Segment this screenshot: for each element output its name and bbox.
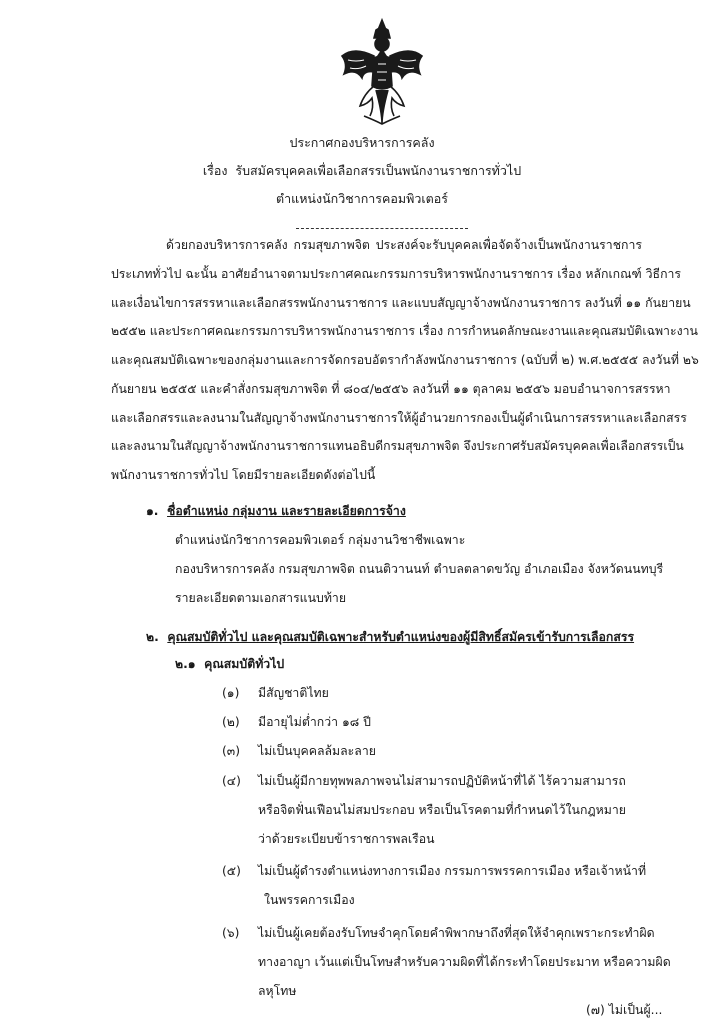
intro-line: ด้วยกองบริหารการคลัง กรมสุขภาพจิต ประสงค์จะรับบุคคลเพื่อจัดจ้างเป็นพนักงานราชการ	[166, 238, 642, 252]
announcement-title: ประกาศกองบริหารการคลัง	[289, 135, 435, 150]
intro-line: กันยายน ๒๕๕๕ และคำสั่งกรมสุขภาพจิต ที่ ๘๐๔/๒๕๕๖ ลงวันที่ ๑๑ ตุลาคม ๒๕๕๖ มอบอำนาจการสรรหา	[111, 382, 671, 396]
intro-line: ๒๕๕๒ และประกาศคณะกรรมการบริหารพนักงานราชการ เรื่อง การกำหนดลักษณะงานและคุณสมบัติเฉพาะงาน	[111, 324, 698, 338]
item-text: ในพรรคการเมือง	[264, 893, 355, 907]
garuda-emblem-icon	[334, 16, 430, 128]
section1-line: ตำแหน่งนักวิชาการคอมพิวเตอร์ กลุ่มงานวิชาชีพเฉพาะ	[175, 533, 466, 547]
intro-line: และคุณสมบัติเฉพาะของกลุ่มงานและการจัดกรอบอัตรากำลังพนักงานราชการ (ฉบับที่ ๒) พ.ศ.๒๕๕๕ ลงวันที่ ๒๖	[111, 353, 699, 367]
position-title: ตำแหน่งนักวิชาการคอมพิวเตอร์	[276, 191, 448, 206]
item-text: มีอายุไม่ต่ำกว่า ๑๘ ปี	[258, 715, 371, 729]
item-text: ทางอาญา เว้นแต่เป็นโทษสำหรับความผิดที่ได้กระทำโดยประมาท หรือความผิด	[258, 955, 671, 969]
item-number: (๓)	[222, 744, 241, 758]
subsection-title: คุณสมบัติทั่วไป	[204, 657, 285, 671]
item-text: หรือจิตฟั่นเฟือนไม่สมประกอบ หรือเป็นโรคตามที่กำหนดไว้ในกฎหมาย	[258, 803, 626, 817]
item-text: ไม่เป็นผู้เคยต้องรับโทษจำคุกโดยคำพิพากษาถึงที่สุดให้จำคุกเพราะกระทำผิด	[258, 926, 655, 940]
item-number: (๒)	[222, 715, 240, 729]
item-number: (๕)	[222, 864, 241, 878]
subject-label: เรื่อง	[202, 163, 228, 178]
item-text: มีสัญชาติไทย	[258, 686, 329, 700]
section2-title: คุณสมบัติทั่วไป และคุณสมบัติเฉพาะสำหรับตำแหน่งของผู้มีสิทธิ์สมัครเข้ารับการเลือกสรร	[167, 630, 635, 644]
subject-text: รับสมัครบุคคลเพื่อเลือกสรรเป็นพนักงานราชการทั่วไป	[235, 163, 522, 178]
subsection-heading	[175, 655, 284, 673]
intro-line: และเลือกสรรและลงนามในสัญญาจ้างพนักงานราชการให้ผู้อำนวยการกองเป็นผู้ดำเนินการสรรหาและเลือกสรร	[111, 411, 687, 425]
divider	[296, 228, 468, 229]
intro-line: และเงื่อนไขการสรรหาและเลือกสรรพนักงานราชการ และแบบสัญญาจ้างพนักงานราชการ ลงวันที่ ๑๑ กันยายน	[111, 296, 691, 310]
item-text: ว่าด้วยระเบียบข้าราชการพลเรือน	[258, 832, 435, 846]
section1-line: กองบริหารการคลัง กรมสุขภาพจิต ถนนติวานนท์ ตำบลตลาดขวัญ อำเภอเมือง จังหวัดนนทบุรี	[175, 562, 664, 576]
item-text: ไม่เป็นผู้ดำรงตำแหน่งทางการเมือง กรรมการพรรคการเมือง หรือเจ้าหน้าที่	[258, 864, 647, 878]
section1-number: ๑.	[146, 504, 159, 518]
section2-heading	[146, 628, 634, 646]
item-number: (๖)	[222, 926, 240, 940]
item-text: ไม่เป็นบุคคลล้มละลาย	[258, 744, 376, 758]
item-text: ลหุโทษ	[258, 984, 297, 998]
intro-line: และลงนามในสัญญาจ้างพนักงานราชการแทนอธิบดีกรมสุขภาพจิต จึงประกาศรับสมัครบุคคลเพื่อเลือกสรรเป็น	[111, 439, 684, 453]
section1-line: รายละเอียดตามเอกสารแนบท้าย	[175, 591, 347, 605]
intro-line: ประเภททั่วไป ฉะนั้น อาศัยอำนาจตามประกาศคณะกรรมการบริหารพนักงานราชการ เรื่อง หลักเกณฑ์ วิธีการ	[111, 267, 682, 281]
section1-heading	[146, 502, 406, 520]
subsection-number: ๒.๑	[175, 657, 196, 671]
item-number: (๑)	[222, 686, 240, 700]
intro-line: พนักงานราชการทั่วไป โดยมีรายละเอียดดังต่อไปนี้	[111, 468, 376, 482]
section1-title: ชื่อตำแหน่ง กลุ่มงาน และรายละเอียดการจ้าง	[167, 504, 406, 518]
subject-line	[0, 162, 724, 180]
section2-number: ๒.	[146, 630, 159, 644]
page-continuation: (๗) ไม่เป็นผู้...	[586, 1003, 663, 1017]
item-text: ไม่เป็นผู้มีกายทุพพลภาพจนไม่สามารถปฏิบัติหน้าที่ได้ ไร้ความสามารถ	[258, 774, 626, 788]
item-number: (๔)	[222, 774, 241, 788]
